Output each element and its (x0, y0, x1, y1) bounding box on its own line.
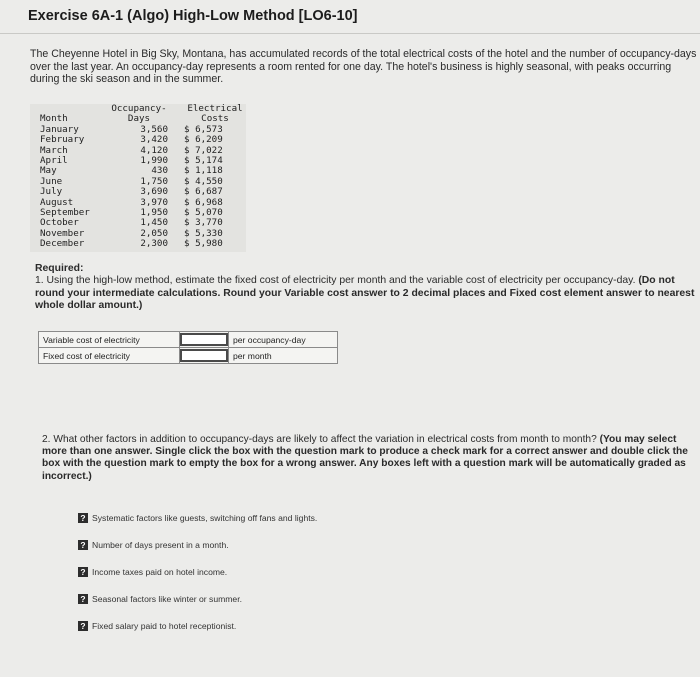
question-2 (42, 434, 688, 483)
occupancy-cell: 1,450 (140, 217, 168, 229)
question-mark-box[interactable]: ? (78, 594, 88, 604)
fixed-cost-input[interactable] (180, 349, 228, 362)
variable-cost-unit: per occupancy-day (229, 332, 338, 348)
data-table-body (30, 125, 246, 250)
cost-cell: $ 6,968 (184, 196, 223, 208)
cost-cell: $ 7,022 (184, 144, 223, 156)
occupancy-cell: 1,990 (140, 155, 168, 167)
question-mark-box[interactable]: ? (78, 567, 88, 577)
month-cell: September (40, 207, 90, 219)
fixed-cost-label: Fixed cost of electricity (39, 348, 180, 364)
question-mark-box[interactable]: ? (78, 513, 88, 523)
month-cell: December (40, 238, 85, 250)
table-row (30, 239, 246, 249)
occupancy-cell: 1,950 (140, 207, 168, 219)
option-fixed-salary[interactable] (78, 621, 236, 631)
occupancy-cell: 1,750 (140, 175, 168, 187)
occupancy-cell: 4,120 (140, 144, 168, 156)
cost-cell: $ 5,980 (184, 238, 223, 250)
header-month: Month (40, 113, 68, 125)
cost-cell: $ 5,330 (184, 227, 223, 239)
option-income-taxes[interactable] (78, 567, 227, 577)
occupancy-cell: 430 (151, 165, 168, 177)
occupancy-cell: 3,970 (140, 196, 168, 208)
answer-row-fixed (39, 348, 338, 364)
question-mark-box[interactable]: ? (78, 621, 88, 631)
header-electrical-costs: Electrical Costs (187, 103, 243, 125)
month-cell: March (40, 144, 68, 156)
month-cell: February (40, 134, 85, 146)
occupancy-cell: 2,050 (140, 227, 168, 239)
month-cell: November (40, 227, 85, 239)
question-2-text: 2. What other factors in addition to occupancy-days are likely to affect the variation in electrical costs from month to month? (42, 434, 597, 445)
question-1 (35, 275, 697, 312)
option-label: Fixed salary paid to hotel receptionist. (92, 621, 237, 631)
answer-row-variable (39, 332, 338, 348)
question-2-instructions: (You may select more than one answer. Single click the box with the question mark to produce a check mark for a correct answer and double click the box with the question mark to empty the box for a wrong answer. Any boxes left with a question mark will be automatically graded as incorrect.) (42, 434, 688, 482)
occupancy-cell: 3,560 (140, 123, 168, 135)
cost-cell: $ 6,573 (184, 123, 223, 135)
variable-cost-label: Variable cost of electricity (39, 332, 180, 348)
month-cell: May (40, 165, 57, 177)
month-cell: June (40, 175, 63, 187)
occupancy-cell: 2,300 (140, 238, 168, 250)
option-label: Systematic factors like guests, switching off fans and lights. (92, 513, 318, 523)
variable-cost-input[interactable] (180, 333, 228, 346)
fixed-cost-unit: per month (229, 348, 338, 364)
cost-cell: $ 3,770 (184, 217, 223, 229)
cost-cell: $ 6,687 (184, 186, 223, 198)
required-heading: Required: (35, 263, 84, 274)
cost-cell: $ 1,118 (184, 165, 223, 177)
occupancy-cell: 3,420 (140, 134, 168, 146)
option-seasonal-factors[interactable] (78, 594, 242, 604)
question-1-instructions: (Do not round your intermediate calculations. Round your Variable cost answer to 2 decimal places and Fixed cost element answer to nearest whole dollar amount.) (35, 275, 695, 312)
cost-cell: $ 4,550 (184, 175, 223, 187)
cost-cell: $ 5,174 (184, 155, 223, 167)
occupancy-cell: 3,690 (140, 186, 168, 198)
month-cell: August (40, 196, 74, 208)
data-table (30, 104, 246, 252)
cost-cell: $ 5,070 (184, 207, 223, 219)
option-days-in-month[interactable] (78, 540, 229, 550)
option-label: Income taxes paid on hotel income. (92, 567, 228, 577)
problem-intro: The Cheyenne Hotel in Big Sky, Montana, has accumulated records of the total electrical costs of the hotel and the number of occupancy-days over the last year. An occupancy-day represents a room rented for one day. The hotel's business is highly seasonal, with peaks occurring during the ski season and in the summer. (30, 48, 697, 86)
answer-table (38, 331, 338, 364)
month-cell: July (40, 186, 63, 198)
option-systematic-factors[interactable] (78, 513, 317, 523)
cost-cell: $ 6,209 (184, 134, 223, 146)
question-1-text: 1. Using the high-low method, estimate the fixed cost of electricity per month and the variable cost of electricity per occupancy-day. (35, 275, 636, 287)
month-cell: January (40, 123, 79, 135)
month-cell: October (40, 217, 79, 229)
option-label: Seasonal factors like winter or summer. (92, 594, 242, 604)
option-label: Number of days present in a month. (92, 540, 229, 550)
exercise-title: Exercise 6A-1 (Algo) High-Low Method [LO6-10] (28, 8, 358, 24)
month-cell: April (40, 155, 68, 167)
header-occupancy-days: Occupancy- Days (111, 103, 167, 125)
required-section (35, 263, 697, 313)
question-mark-box[interactable]: ? (78, 540, 88, 550)
title-divider (0, 33, 700, 34)
